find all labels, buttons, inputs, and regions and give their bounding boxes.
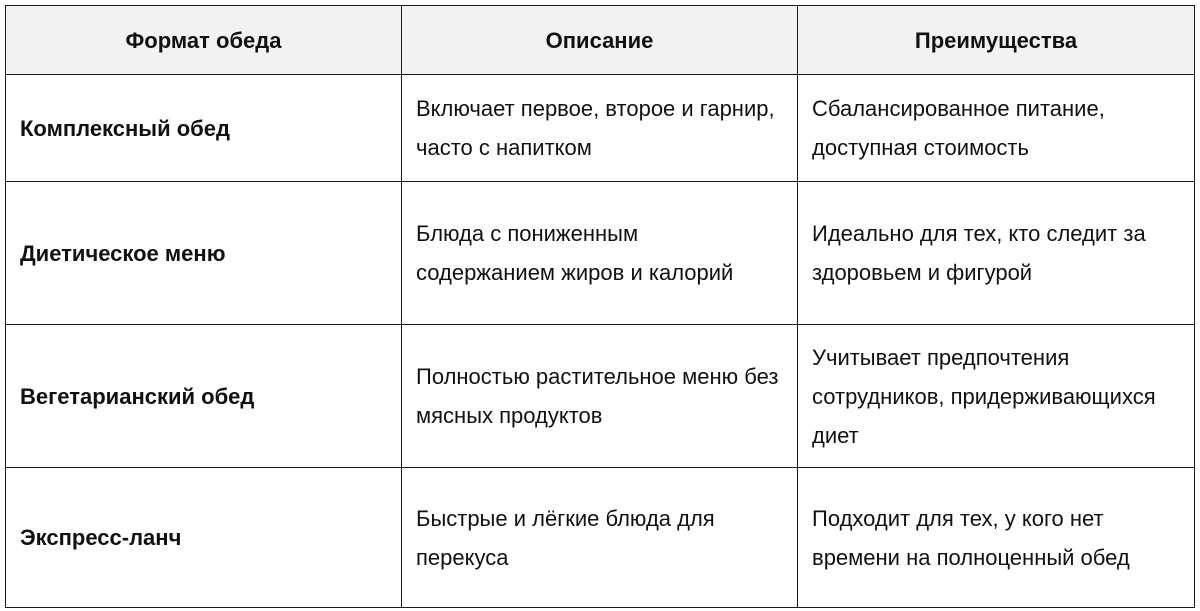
table-row: [6, 325, 1195, 468]
header-format: Формат обеда: [6, 6, 402, 75]
table-header-row: [6, 6, 1195, 75]
header-benefits: Преимущества: [798, 6, 1195, 75]
description-cell: Включает первое, второе и гарнир, часто с напитком: [402, 75, 798, 182]
table-row: [6, 182, 1195, 325]
benefits-cell: Идеально для тех, кто следит за здоровьем и фигурой: [798, 182, 1195, 325]
benefits-cell: Сбалансированное питание, доступная стоимость: [798, 75, 1195, 182]
header-description: Описание: [402, 6, 798, 75]
format-cell: Комплексный обед: [6, 75, 402, 182]
format-cell: Экспресс-ланч: [6, 468, 402, 608]
format-cell: Диетическое меню: [6, 182, 402, 325]
description-cell: Быстрые и лёгкие блюда для перекуса: [402, 468, 798, 608]
table-row: [6, 468, 1195, 608]
benefits-cell: Подходит для тех, у кого нет времени на полноценный обед: [798, 468, 1195, 608]
lunch-formats-table: [5, 5, 1195, 608]
description-cell: Полностью растительное меню без мясных продуктов: [402, 325, 798, 468]
description-cell: Блюда с пониженным содержанием жиров и калорий: [402, 182, 798, 325]
table-row: [6, 75, 1195, 182]
benefits-cell: Учитывает предпочтения сотрудников, придерживающихся диет: [798, 325, 1195, 468]
format-cell: Вегетарианский обед: [6, 325, 402, 468]
